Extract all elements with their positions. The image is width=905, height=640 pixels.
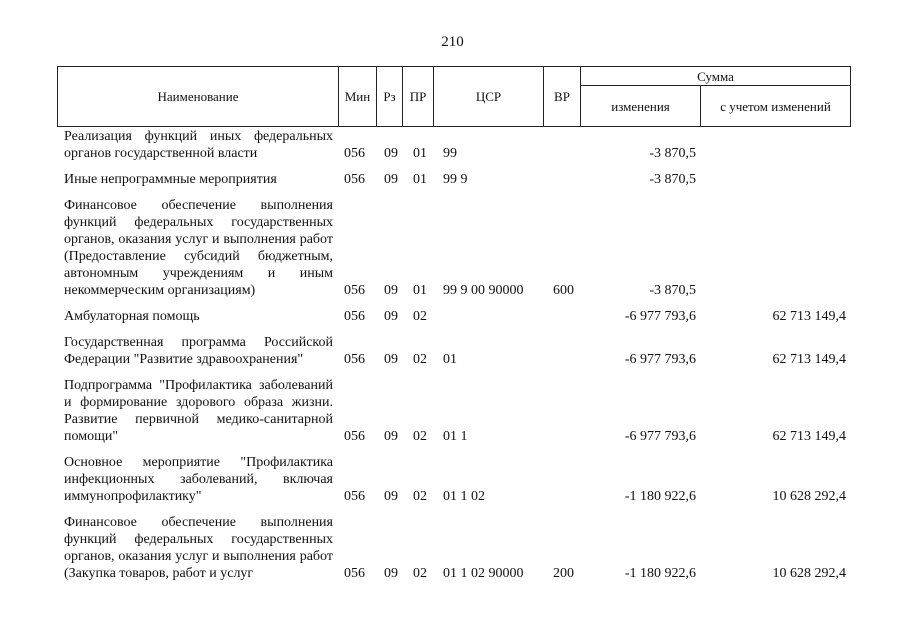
header-vr: ВР [544,67,581,126]
page-number: 210 [441,34,464,50]
row-s-uchetom: 62 713 149,4 [772,309,846,324]
row-izmeneniya: -3 870,5 [649,146,696,161]
table-row [57,377,851,445]
row-pr: 02 [413,566,427,581]
row-s-uchetom: 62 713 149,4 [772,352,846,367]
row-vr: 600 [553,283,574,298]
row-name: Финансовое обеспечение выполнения функций федеральных государственных органов, оказания услуг и выполнения работ (Закупка товаров, работ и услуг [64,515,333,581]
table-row [57,334,851,368]
row-name: Подпрограмма "Профилактика заболеваний и формирование здорового образа жизни. Развитие первичной медико-санитарной помощи" [64,378,333,444]
row-rz: 09 [384,429,398,444]
row-min: 056 [344,146,365,161]
table-row [57,197,851,299]
row-rz: 09 [384,283,398,298]
header-min: Мин [339,67,377,126]
row-s-uchetom: 10 628 292,4 [772,489,846,504]
table-row [57,514,851,582]
row-name: Финансовое обеспечение выполнения функций федеральных государственных органов, оказания услуг и выполнения работ (Предоставление субсидий бюджетным, автономным учреждениям и иным некоммерческим организациям) [64,198,333,298]
row-pr: 01 [413,172,427,187]
row-name: Основное мероприятие "Профилактика инфекционных заболеваний, включая иммунопрофилактику" [64,455,333,504]
table-body [57,128,851,591]
row-izmeneniya: -1 180 922,6 [624,566,696,581]
row-min: 056 [344,172,365,187]
row-min: 056 [344,352,365,367]
row-csr: 99 [443,146,457,161]
row-csr: 01 1 02 90000 [443,566,524,581]
header-pr: ПР [403,67,434,126]
row-rz: 09 [384,309,398,324]
header-csr: ЦСР [434,67,544,126]
row-izmeneniya: -6 977 793,6 [624,309,696,324]
row-rz: 09 [384,172,398,187]
header-izmeneniya: изменения [581,86,701,126]
row-izmeneniya: -3 870,5 [649,283,696,298]
row-min: 056 [344,489,365,504]
row-rz: 09 [384,352,398,367]
header-s-uchetom: с учетом изменений [720,98,831,114]
row-name: Реализация функций иных федеральных органов государственной власти [64,129,333,161]
row-csr: 99 9 00 90000 [443,283,524,298]
table-row [57,454,851,505]
row-pr: 02 [413,429,427,444]
header-rz: Рз [377,67,403,126]
row-min: 056 [344,309,365,324]
row-izmeneniya: -6 977 793,6 [624,429,696,444]
row-pr: 02 [413,352,427,367]
row-izmeneniya: -1 180 922,6 [624,489,696,504]
row-csr: 01 [443,352,457,367]
row-min: 056 [344,283,365,298]
table-row [57,128,851,162]
row-vr: 200 [553,566,574,581]
row-s-uchetom: 10 628 292,4 [772,566,846,581]
row-pr: 02 [413,309,427,324]
row-name: Государственная программа Российской Федерации "Развитие здравоохранения" [64,335,333,367]
table-row [57,171,851,188]
header-sum: Сумма [581,67,850,86]
table-row [57,308,851,325]
row-pr: 02 [413,489,427,504]
row-izmeneniya: -3 870,5 [649,172,696,187]
row-rz: 09 [384,146,398,161]
table-header [57,66,851,127]
row-pr: 01 [413,146,427,161]
row-izmeneniya: -6 977 793,6 [624,352,696,367]
row-name: Иные непрограммные мероприятия [64,172,277,187]
row-pr: 01 [413,283,427,298]
row-csr: 01 1 02 [443,489,485,504]
row-min: 056 [344,429,365,444]
row-s-uchetom: 62 713 149,4 [772,429,846,444]
row-rz: 09 [384,566,398,581]
row-name: Амбулаторная помощь [64,309,200,324]
row-rz: 09 [384,489,398,504]
header-name: Наименование [58,67,339,126]
row-min: 056 [344,566,365,581]
row-csr: 01 1 [443,429,468,444]
row-csr: 99 9 [443,172,468,187]
